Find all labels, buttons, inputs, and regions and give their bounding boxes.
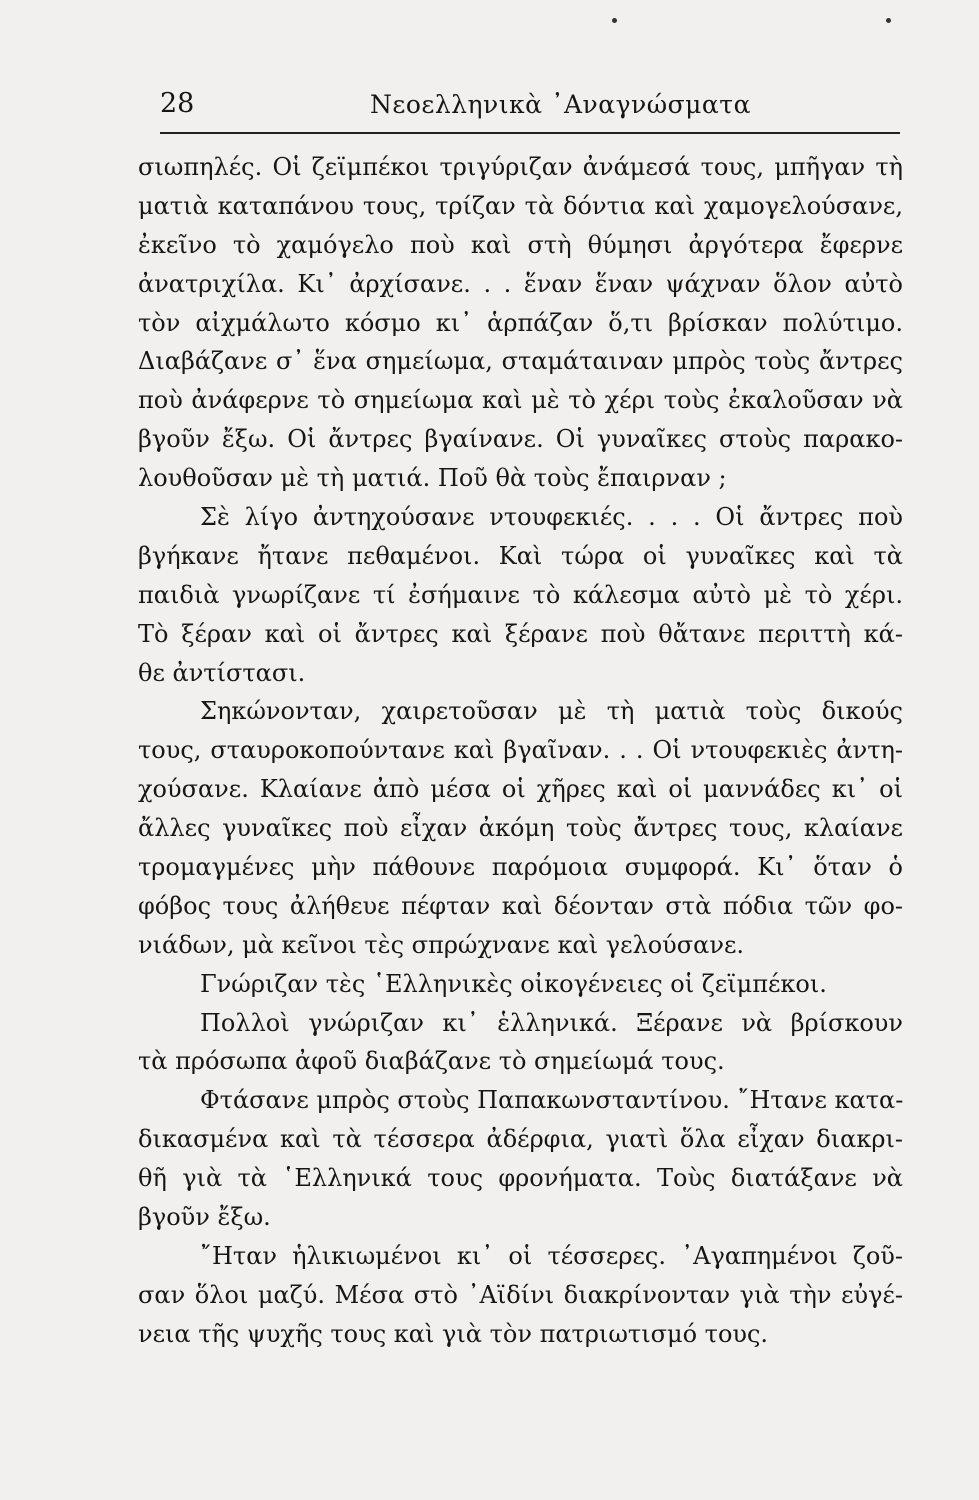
text-line: θῆ γιὰ τὰ ῾Ελληνικά τους φρονήματα. Τοὺς διατάξανε νὰ <box>138 1164 903 1193</box>
text-line: βγήκανε ἤτανε πεθαμένοι. Καὶ τώρα οἱ γυναῖκες καὶ τὰ <box>138 541 903 570</box>
text-line: ῎Ηταν ἡλικιωμένοι κι᾿ οἱ τέσσερες. ᾿Αγαπημένοι ζοῦ- <box>200 1241 903 1270</box>
paragraph <box>138 1237 903 1354</box>
text-line: βγοῦν ἔξω. Οἱ ἄντρες βγαίνανε. Οἱ γυναῖκες στοὺς παρακο- <box>138 425 903 454</box>
text-line: βγοῦν ἔξω. <box>138 1203 271 1232</box>
text-line: τὸν αἰχμάλωτο κόσμο κι᾿ ἁρπάζαν ὅ,τι βρίσκαν πολύτιμο. <box>138 308 903 337</box>
paragraph <box>138 965 903 1004</box>
text-line: Σὲ λίγο ἀντηχούσανε ντουφεκιές. . . . Οἱ ἄντρες ποὺ <box>200 503 903 532</box>
text-line: τὰ πρόσωπα ἀφοῦ διαβάζανε τὸ σημείωμά τους. <box>138 1047 725 1076</box>
text-line: ἀνατριχίλα. Κι᾿ ἀρχίσανε. . . ἕναν ἕναν ψάχναν ὅλον αὐτὸ <box>138 269 903 298</box>
body-text <box>138 148 903 1354</box>
paragraph <box>138 692 903 964</box>
page-number: 28 <box>160 88 195 119</box>
text-line: ματιὰ καταπάνου τους, τρίζαν τὰ δόντια καὶ χαμογελούσανε, <box>138 191 903 220</box>
text-line: παιδιὰ γνωρίζανε τί ἐσήμαινε τὸ κάλεσμα αὐτὸ μὲ τὸ χέρι. <box>138 580 903 609</box>
text-line: σιωπηλές. Οἱ ζεϊμπέκοι τριγύριζαν ἀνάμεσά τους, μπῆγαν τὴ <box>138 153 903 181</box>
text-line: λουθοῦσαν μὲ τὴ ματιά. Ποῦ θὰ τοὺς ἔπαιρναν ; <box>138 464 727 493</box>
text-line: χούσανε. Κλαίανε ἀπὸ μέσα οἱ χῆρες καὶ οἱ μαννάδες κι᾿ οἱ <box>138 775 903 804</box>
text-line: Φτάσανε μπρὸς στοὺς Παπακωνσταντίνου. ῎Ητανε κατα- <box>200 1086 904 1115</box>
header-rule <box>160 132 900 134</box>
text-line: Γνώριζαν τὲς ῾Ελληνικὲς οἰκογένειες οἱ ζεϊμπέκοι. <box>200 969 827 998</box>
page-header <box>160 88 900 128</box>
text-line: τους, σταυροκοπούντανε καὶ βγαῖναν. . . Οἱ ντουφεκιὲς ἀντη- <box>138 736 903 765</box>
text-line: νιάδων, μὰ κεῖνοι τὲς σπρώχνανε καὶ γελούσανε. <box>138 930 744 959</box>
paragraph <box>138 1081 903 1237</box>
text-line: ποὺ ἀνάφερνε τὸ σημείωμα καὶ μὲ τὸ χέρι τοὺς ἐκαλοῦσαν νὰ <box>138 386 903 415</box>
text-line: θε ἀντίστασι. <box>138 658 306 687</box>
text-line: ἐκεῖνο τὸ χαμόγελο ποὺ καὶ στὴ θύμησι ἀργότερα ἔφερνε <box>138 230 903 259</box>
text-line: Σηκώνονταν, χαιρετοῦσαν μὲ τὴ ματιὰ τοὺς δικούς <box>200 697 903 726</box>
text-line: Τὸ ξέραν καὶ οἱ ἄντρες καὶ ξέρανε ποὺ θἄτανε περιττὴ κά- <box>138 619 903 648</box>
paragraph <box>138 148 903 498</box>
text-line: ἄλλες γυναῖκες ποὺ εἶχαν ἀκόμη τοὺς ἄντρες τους, κλαίανε <box>138 814 903 843</box>
text-line: τρομαγμένες μὴν πάθουνε παρόμοια συμφορά. Κι᾿ ὅταν ὁ <box>138 853 903 882</box>
running-title: Νεοελληνικὰ ᾿Αναγνώσματα <box>370 90 752 119</box>
text-line: νεια τῆς ψυχῆς τους καὶ γιὰ τὸν πατριωτισμό τους. <box>138 1319 769 1348</box>
print-speck <box>612 18 617 23</box>
paragraph <box>138 498 903 692</box>
print-speck <box>886 18 891 23</box>
text-line: Πολλοὶ γνώριζαν κι᾿ ἑλληνικά. Ξέρανε νὰ βρίσκουν <box>200 1008 903 1037</box>
text-line: Διαβάζανε σ᾿ ἕνα σημείωμα, σταμάταιναν μπρὸς τοὺς ἄντρες <box>138 347 903 376</box>
text-line: σαν ὅλοι μαζύ. Μέσα στὸ ᾿Αϊδίνι διακρίνονταν γιὰ τὴν εὐγέ- <box>138 1280 903 1309</box>
paragraph <box>138 1004 903 1082</box>
text-line: δικασμένα καὶ τὰ τέσσερα ἀδέρφια, γιατὶ ὅλα εἶχαν διακρι- <box>138 1125 903 1154</box>
text-line: φόβος τους ἀλήθευε πέφταν καὶ δέονταν στὰ πόδια τῶν φο- <box>138 891 903 920</box>
